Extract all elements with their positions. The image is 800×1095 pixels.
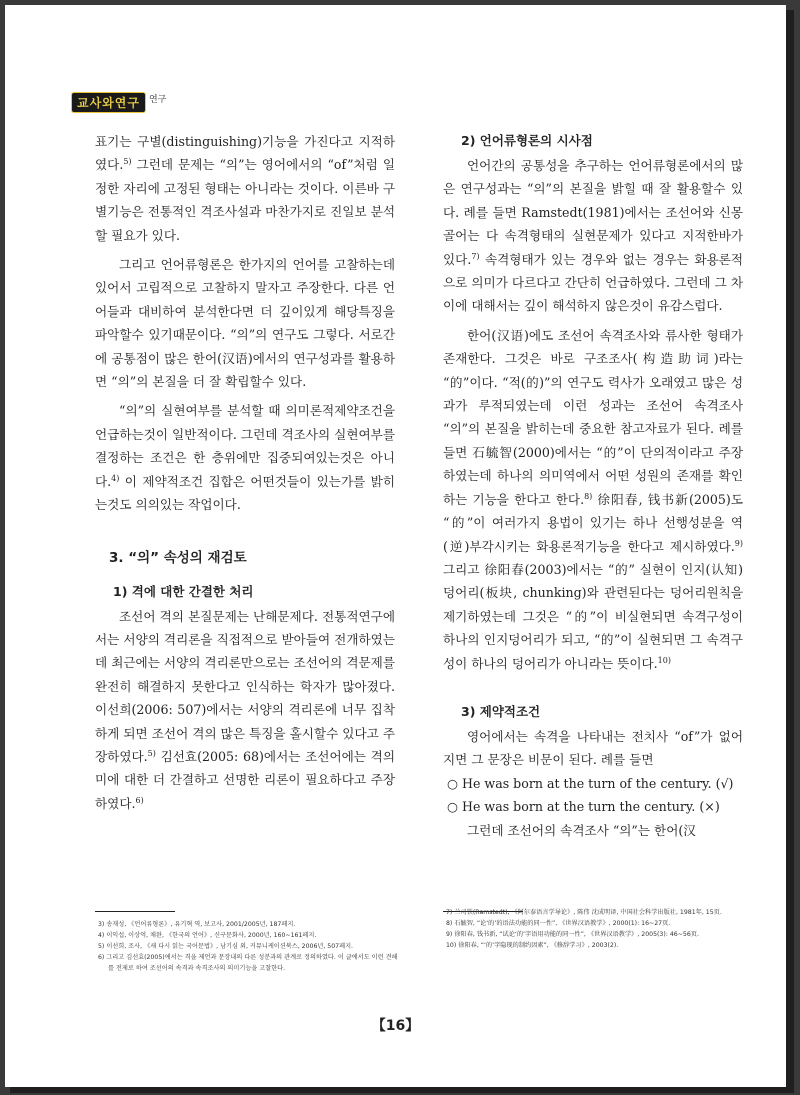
subsection-heading: 3) 제약적조건 [461,703,541,719]
footnote-rule [95,911,175,912]
page-number: 【16】 [371,1018,420,1034]
text-run: “의”의 실현여부를 분석할 때 의미론적제약조건을 언급하는것이 일반적이다. 그런데 격조사의 실현여부를 결정하는 조건은 한 층위에만 집중되여있는것은 아니다. [95,403,395,489]
footnote-ref: 6) [135,795,144,805]
footnote-ref: 8) [584,491,593,501]
footnotes-right [446,907,746,951]
document-page [5,5,786,1087]
logo-badge: 교사와연구 [71,92,146,113]
subsection-heading: 2) 언어류형론의 시사점 [461,133,593,148]
footnote: 8) 石毓智, “论‘的’的语法功能的同一性”, 《世界汉语教学》, 2000(1): 16~27页. [446,920,671,927]
footnote: 9) 徐阳春, 钱书新, “试论‘的’字语用功能的同一性”, 《世界汉语教学》, 2005(3): 46~56页. [446,931,699,938]
text-run: 徐阳春, 钱书新(2005)도 “的”이 여러가지 용법이 있기는 하나 선행성분을 역(逆)부각시키는 화용론적기능을 한다고 제시하였다. [443,491,743,554]
footnote-ref: 9) [734,538,743,548]
footnote: 3) 송재성, 《언어류형론》, 유기혁 역, 보고사, 2001/2005년, 187페지. [98,921,296,928]
footnote: 4) 이익섭, 이상억, 채완, 《한국의 언어》, 신구문화사, 2000년, 160~161페지. [98,932,317,939]
footnote-ref: 5) [123,157,132,167]
right-column [443,130,743,842]
footnote: 5) 이선희, 조사, 《새 다시 읽는 국어문법》, 남기심 외, 커뮤니케이션북스, 2006년, 507페지. [98,943,354,950]
page-shadow-bottom [10,1087,794,1093]
paragraph: 영어에서는 속격을 나타내는 전치사 “of”가 없어지면 그 문장은 비문이 된다. 례를 들면 [443,728,743,768]
logo-tail: 연구 [148,94,167,105]
footnote-ref: 5) [147,748,156,758]
text-run: 언어간의 공통성을 추구하는 언어류형론에서의 많은 연구성과는 “의”의 본질을 밝힐 때 잘 활용할수 있다. 례를 들면 Ramstedt(1981)에서는 조선어와 신몽골어는 다 속격형태의 실현문제가 있다고 지적한바가 있다. [443,158,743,267]
paragraph: 그리고 언어류형론은 한가지의 언어를 고찰하는데 있어서 고립적으로 고찰하지 말자고 주장한다. 다른 언어들과 대비하여 분석한다면 더 깊이있게 해당특징을 파악할수 있기때문이다. “의”의 연구도 그렇다. 서로간에 공통점이 많은 한어(汉语)에서의 연구성과를 활용하면 “의”의 본질을 더 잘 확립할수 있다. [95,257,395,390]
section-heading: 3. “의” 속성의 재검토 [109,549,247,566]
paragraph: 그런데 조선어의 속격조사 “의”는 한어(汉 [467,822,696,838]
text-run: 표기는 구별(distinguishing)기능을 가진다고 지적하였다. [95,134,395,173]
footnotes-left [98,919,398,974]
footnote: 6) 그리고 김선효(2005)에서는 격을 제언과 문장내의 다른 성분과의 관계로 정의하였다. 이 글에서도 이런 견해를 전제로 하여 조선어의 속격과 속격조사의 의미기능을 고찰한다. [98,954,398,972]
journal-logo [71,93,166,111]
text-run: 그리고 徐阳春(2003)에서는 “的” 실현이 인지(认知)덩어리(板块, chunking)와 관련된다는 덩어리원칙을 제기하였는데 그것은 “的”이 비실현되면 속격구성이 하나의 인지덩어리가 되고, “的”이 실현되면 그 속격구성이 하나의 덩어리가 아니라는 뜻이다. [443,561,743,671]
footnote-ref: 7) [471,251,480,261]
text-run: 속격형태가 있는 경우와 없는 경우는 화용론적으로 의미가 다르다고 간단히 언급하였다. 그런데 그 차이에 대해서는 깊이 해석하지 않은것이 유감스럽다. [443,251,743,314]
text-run: 김선효(2005: 68)에서는 조선어에는 격의미에 대한 더 간결하고 선명한 리론이 필요하다고 주장하였다. [95,748,395,811]
footnote-ref: 10) [657,655,671,665]
text-run: 이 제약적조건 집합은 어떤것들이 있는가를 밝히는것도 의의있는 작업이다. [95,473,395,513]
paragraph [95,605,395,816]
footnote: 7) 兰司铁(Ramstedt), 《阿尔泰语言学导论》, 陈伟 沈成明译, 中国社会科学出版社, 1981年, 15页. [446,909,722,916]
footnote-ref: 4) [111,473,120,483]
footnote: 10) 徐阳春, “‘的’字隐现的制约因素”, 《修辞学习》, 2003(2). [446,942,619,949]
text-run: 한어(汉语)에도 조선어 속격조사와 류사한 형태가 존재한다. 그것은 바로 구조조사(构造助词)라는 “的”이다. “적(的)”의 연구도 력사가 오래였고 많은 성과가 루적되였는데 이런 성과는 조선어 속격조사 “의”의 본질을 밝히는데 중요한 참고자료가 된다. 례를 들면 石毓智(2000)에서는 “的”이 단의적이라고 주장하였는데 하나의 의미역에서 어떤 성원의 존재를 확인하는 기능을 한다고 한다. [443,327,743,507]
paragraph [443,324,743,675]
example-sentence: ○ He was born at the turn the century. (×) [447,799,720,815]
paragraph [95,130,395,247]
paragraph [95,399,395,516]
page-shadow-right [786,10,794,1092]
subsection-heading: 1) 격에 대한 간결한 처리 [113,583,254,599]
left-column [95,130,395,815]
paragraph [443,154,743,318]
example-sentence: ○ He was born at the turn of the century. (√) [447,775,734,791]
text-run: 조선어 격의 본질문제는 난해문제다. 전통적연구에서는 서양의 격리론을 직접적으로 받아들여 전개하였는데 최근에는 서양의 격리론만으로는 조선어의 격문제를 완전히 해결하지 못한다고 인식하는 학자가 많아졌다. 이선희(2006: 507)에서는 서양의 격리론에 너무 집착하게 되면 조선어 격의 많은 특징을 홀시할수 있다고 주장하였다. [95,608,395,764]
text-run: 그런데 문제는 “의”는 영어에서의 “of”처럼 일정한 자리에 고정된 형태는 아니라는 것이다. 이른바 구별기능은 전통적인 격조사설과 마찬가지로 진일보 분석할 필요가 있다. [95,157,395,243]
